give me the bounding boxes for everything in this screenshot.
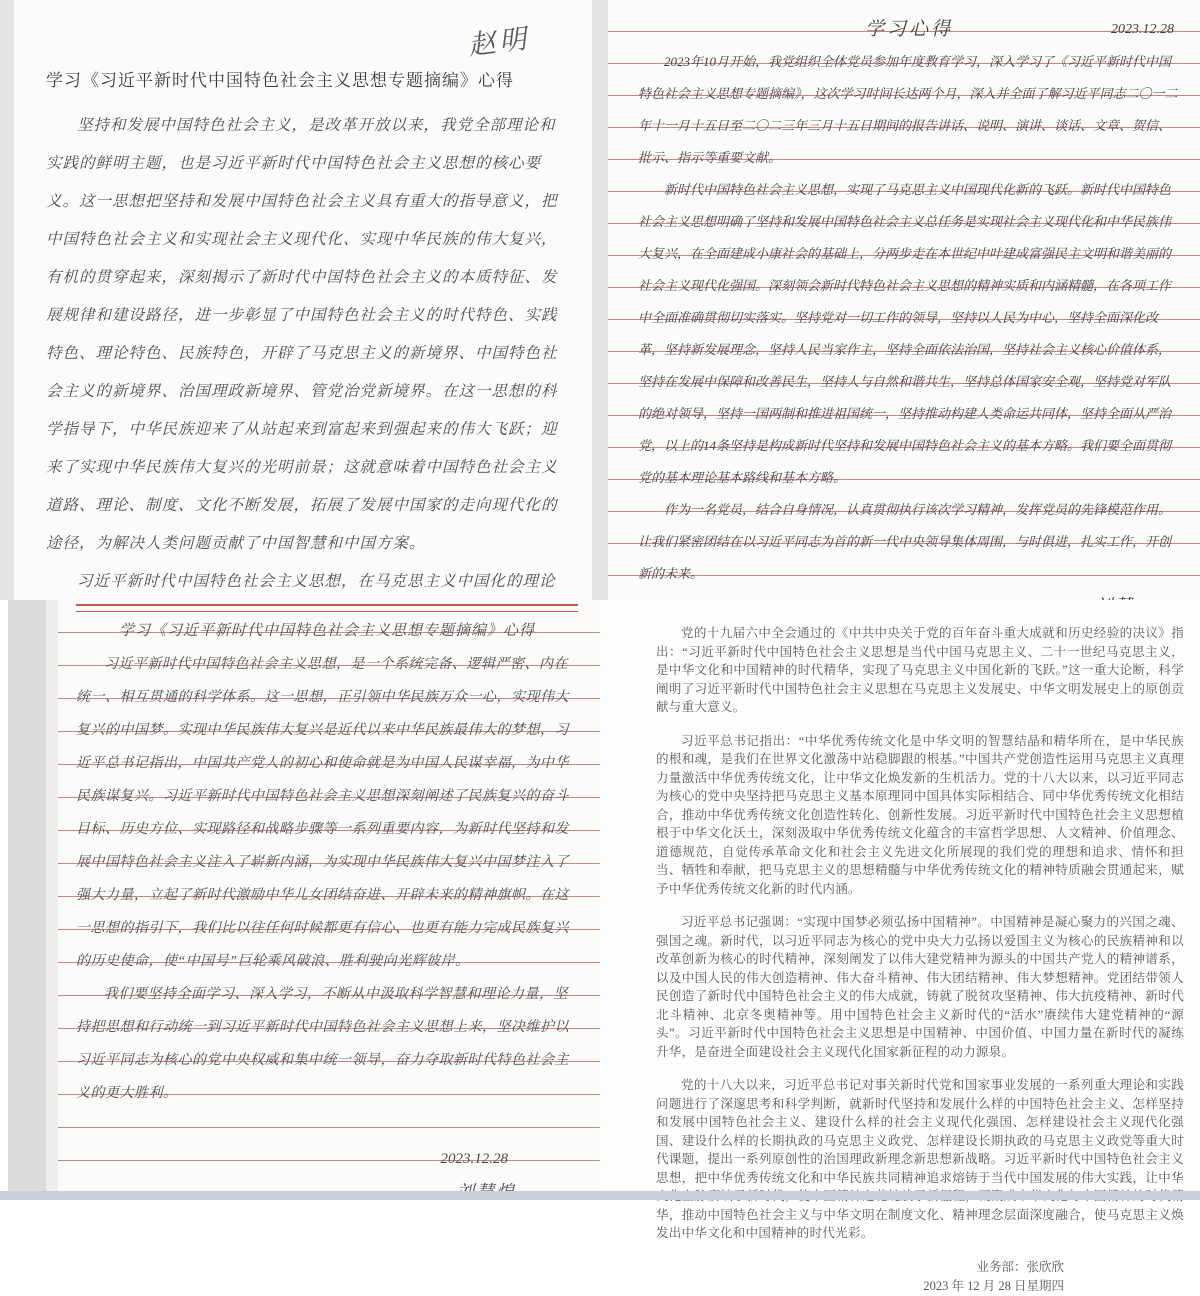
document-top-right [600, 0, 1200, 600]
paragraph: 习近平新时代中国特色社会主义思想，在马克思主义中国化的理论 [77, 573, 556, 590]
paper-bottom-right [600, 600, 1200, 1293]
document-body-top-right [638, 46, 1180, 590]
document-body-bottom-right [656, 624, 1184, 1243]
document-title-top-left: 学习《习近平新时代中国特色社会主义思想专题摘编》心得 [46, 71, 514, 90]
paragraph: 习近平新时代中国特色社会主义思想，是一个系统完备、逻辑严密、内在统一、相互贯通的科学体系。这一思想，正引领中华民族万众一心，实现伟大复兴的中国梦。实现中华民族伟大复兴是近代以来中华民族最伟大的梦想，习近平总书记指出，中国共产党人的初心和使命就是为中国人民谋幸福，为中华民族谋复兴。习近平新时代中国特色社会主义思想深刻阐述了民族复兴的奋斗目标、历史方位、实现路径和战略步骤等一系列重要内容，为新时代坚持和发展中国特色社会主义注入了崭新内涵，为实现中华民族伟大复兴中国梦注入了强大力量，立起了新时代激励中华儿女团结奋进、开辟未来的精神旗帜。在这一思想的指引下，我们比以往任何时候都更有信心、也更有能力完成民族复兴的历史使命，使“中国号”巨轮乘风破浪、胜利驶向光辉彼岸。 [76, 657, 569, 969]
document-body-bottom-left [76, 648, 578, 1110]
paper-top-right [608, 0, 1200, 600]
handwritten-signature-top-left: 赵明 [466, 23, 532, 61]
document-bottom-right [600, 600, 1200, 1293]
document-date-top-right: 2023.12.28 [1111, 22, 1174, 37]
paragraph: 习近平总书记强调：“实现中国梦必须弘扬中国精神”。中国精神是凝心聚力的兴国之魂、强国之魂。新时代，以习近平同志为核心的党中央大力弘扬以爱国主义为核心的民族精神和以改革创新为核心的时代精神，深刻阐发了以伟大建党精神为源头的中国共产党人的精神谱系，以及中国人民的伟大创造精神、伟大奋斗精神、伟大团结精神、伟大梦想精神。党团结带领人民创造了新时代中国特色社会主义的伟大成就，铸就了脱贫攻坚精神、伟大抗疫精神、新时代北斗精神、北京冬奥精神等。用中国特色社会主义新时代的“活水”赓续伟大建党精神的“源头”。习近平新时代中国特色社会主义思想是中国精神、中国价值、中国力量在新时代的凝练升华，是奋进全面建设社会主义现代化国家新征程的动力源泉。 [656, 915, 1184, 1059]
paragraph: 党的十九届六中全会通过的《中共中央关于党的百年奋斗重大成就和历史经验的决议》指出：“习近平新时代中国特色社会主义思想是当代中国马克思主义、二十一世纪马克思主义，是中华文化和中国精神的时代精华，实现了马克思主义中国化新的飞跃。”这一重大论断，科学阐明了习近平新时代中国特色社会主义思想在马克思主义发展史、中华文明发展史上的原创贡献与重大意义。 [656, 626, 1184, 714]
paragraph: 习近平总书记指出：“中华优秀传统文化是中华文明的智慧结晶和精华所在，是中华民族的根和魂，是我们在世界文化激荡中站稳脚跟的根基。”中国共产党创造性运用马克思主义真理力量激活中华优秀传统文化，让中华文化焕发新的生机活力。党的十八大以来，以习近平同志为核心的党中央坚持把马克思主义基本原理同中国具体实际相结合、同中华优秀传统文化相结合，推动中华优秀传统文化创造性转化、创新性发展。习近平新时代中国特色社会主义思想植根于中华文化沃土，深刻汲取中华优秀传统文化蕴含的丰富哲学思想、人文精神、价值理念、道德规范，自觉传承革命文化和社会主义先进文化所展现的我们党的理想和追求、情怀和担当、牺牲和奉献，把马克思主义的思想精髓与中华优秀传统文化的精神特质融会贯通起来，赋予中华优秀传统文化新的时代内涵。 [656, 733, 1184, 896]
double-rule-line [76, 604, 578, 612]
paper-top-left [14, 0, 592, 600]
paragraph: 作为一名党员，结合自身情况，认真贯彻执行该次学习精神，发挥党员的先锋模范作用。让我们紧密团结在以习近平同志为首的新一代中央领导集体周围，与时俱进，扎实工作，开创新的未来。 [638, 502, 1172, 581]
paragraph: 坚持和发展中国特色社会主义，是改革开放以来，我党全部理论和实践的鲜明主题，也是习近平新时代中国特色社会主义思想的核心要义。这一思想把坚持和发展中国特色社会主义具有重大的指导意义，把中国特色社会主义和实现社会主义现代化、实现中华民族的伟大复兴，有机的贯穿起来，深刻揭示了新时代中国特色社会主义的本质特征、发展规律和建设路径，进一步彰显了中国特色社会主义的时代特色、实践特色、理论特色、民族特色，开辟了马克思主义的新境界、中国特色社会主义的新境界、治国理政新境界、管党治党新境界。在这一思想的科学指导下，中华民族迎来了从站起来到富起来到强起来的伟大飞跃；迎来了实现中华民族伟大复兴的光明前景；这就意味着中国特色社会主义道路、理论、制度、文化不断发展，拓展了发展中国家的走向现代化的途径，为解决人类问题贡献了中国智慧和中国方案。 [46, 117, 558, 552]
paragraph: 我们要坚持全面学习、深入学习，不断从中汲取科学智慧和理论力量，坚持把思想和行动统一到习近平新时代中国特色社会主义思想上来，坚决维护以习近平同志为核心的党中央权威和集中统一领导，奋力夺取新时代特色社会主义的更大胜利。 [76, 987, 569, 1101]
document-bottom-left [0, 600, 600, 1200]
footer-department: 业务部：张欣欣 [976, 1259, 1064, 1274]
document-top-left [0, 0, 600, 600]
document-title-bottom-left: 学习《习近平新时代中国特色社会主义思想专题摘编》心得 [118, 623, 535, 639]
paper-bottom-left [58, 600, 600, 1200]
paragraph: 新时代中国特色社会主义思想，实现了马克思主义中国现代化新的飞跃。新时代中国特色社会主义思想明确了坚持和发展中国特色社会主义总任务是实现社会主义现代化和中华民族伟大复兴，在全面建成小康社会的基础上，分两步走在本世纪中叶建成富强民主文明和谐美丽的社会主义现代化强国。深刻领会新时代特色社会主义思想的精神实质和内涵精髓，在各项工作中全面准确贯彻切实落实。坚持党对一切工作的领导，坚持以人民为中心，坚持全面深化改革，坚持新发展理念，坚持人民当家作主，坚持全面依法治国，坚持社会主义核心价值体系，坚持在发展中保障和改善民生，坚持人与自然和谐共生，坚持总体国家安全观，坚持党对军队的绝对领导，坚持一国两制和推进祖国统一，坚持推动构建人类命运共同体，坚持全面从严治党，以上的14条坚持是构成新时代坚持和发展中国特色社会主义的基本方略。我们要全面贯彻党的基本理论基本路线和基本方略。 [638, 182, 1172, 485]
scan-edge-shadow [0, 600, 58, 1200]
footer-date: 2023 年 12 月 28 日星期四 [923, 1278, 1064, 1293]
document-body-top-left [46, 107, 564, 639]
document-header-top-right [638, 14, 1180, 46]
document-title-top-right: 学习心得 [864, 19, 953, 40]
paragraph: 2023年10月开始，我党组织全体党员参加年度教育学习，深入学习了《习近平新时代中国特色社会主义思想专题摘编》，这次学习时间长达两个月，深入并全面了解习近平同志二〇一二年十一月十五日至二〇二三年三月十五日期间的报告讲话、说明、演讲、谈话、文章、贺信、批示、指示等重要文献。 [638, 54, 1178, 165]
document-date-bottom-left: 2023.12.28 [440, 1151, 508, 1167]
document-footer-bottom-right [656, 1258, 1184, 1296]
paragraph: 党的十八大以来，习近平总书记对事关新时代党和国家事业发展的一系列重大理论和实践问题进行了深邃思考和科学判断，就新时代坚持和发展什么样的中国特色社会主义、怎样坚持和发展中国特色社会主义、建设什么样的社会主义现代化强国、怎样建设社会主义现代化强国、建设什么样的长期执政的马克思主义政党、怎样建设长期执政的马克思主义政党等重大时代课题，提出一系列原创性的治国理政新理念新思想新战略。习近平新时代中国特色社会主义思想，把中华优秀传统文化和中华民族共同精神追求熔铸于当代中国发展的伟大实践，让中华 华，推动中国特色社会主义与中华文明在制度文化、精神理念层面深度融合，使马克思主义焕发出中华文化和中国精神的时代光彩。 [656, 1078, 1184, 1240]
scanner-bottom-strip [0, 1191, 1200, 1200]
